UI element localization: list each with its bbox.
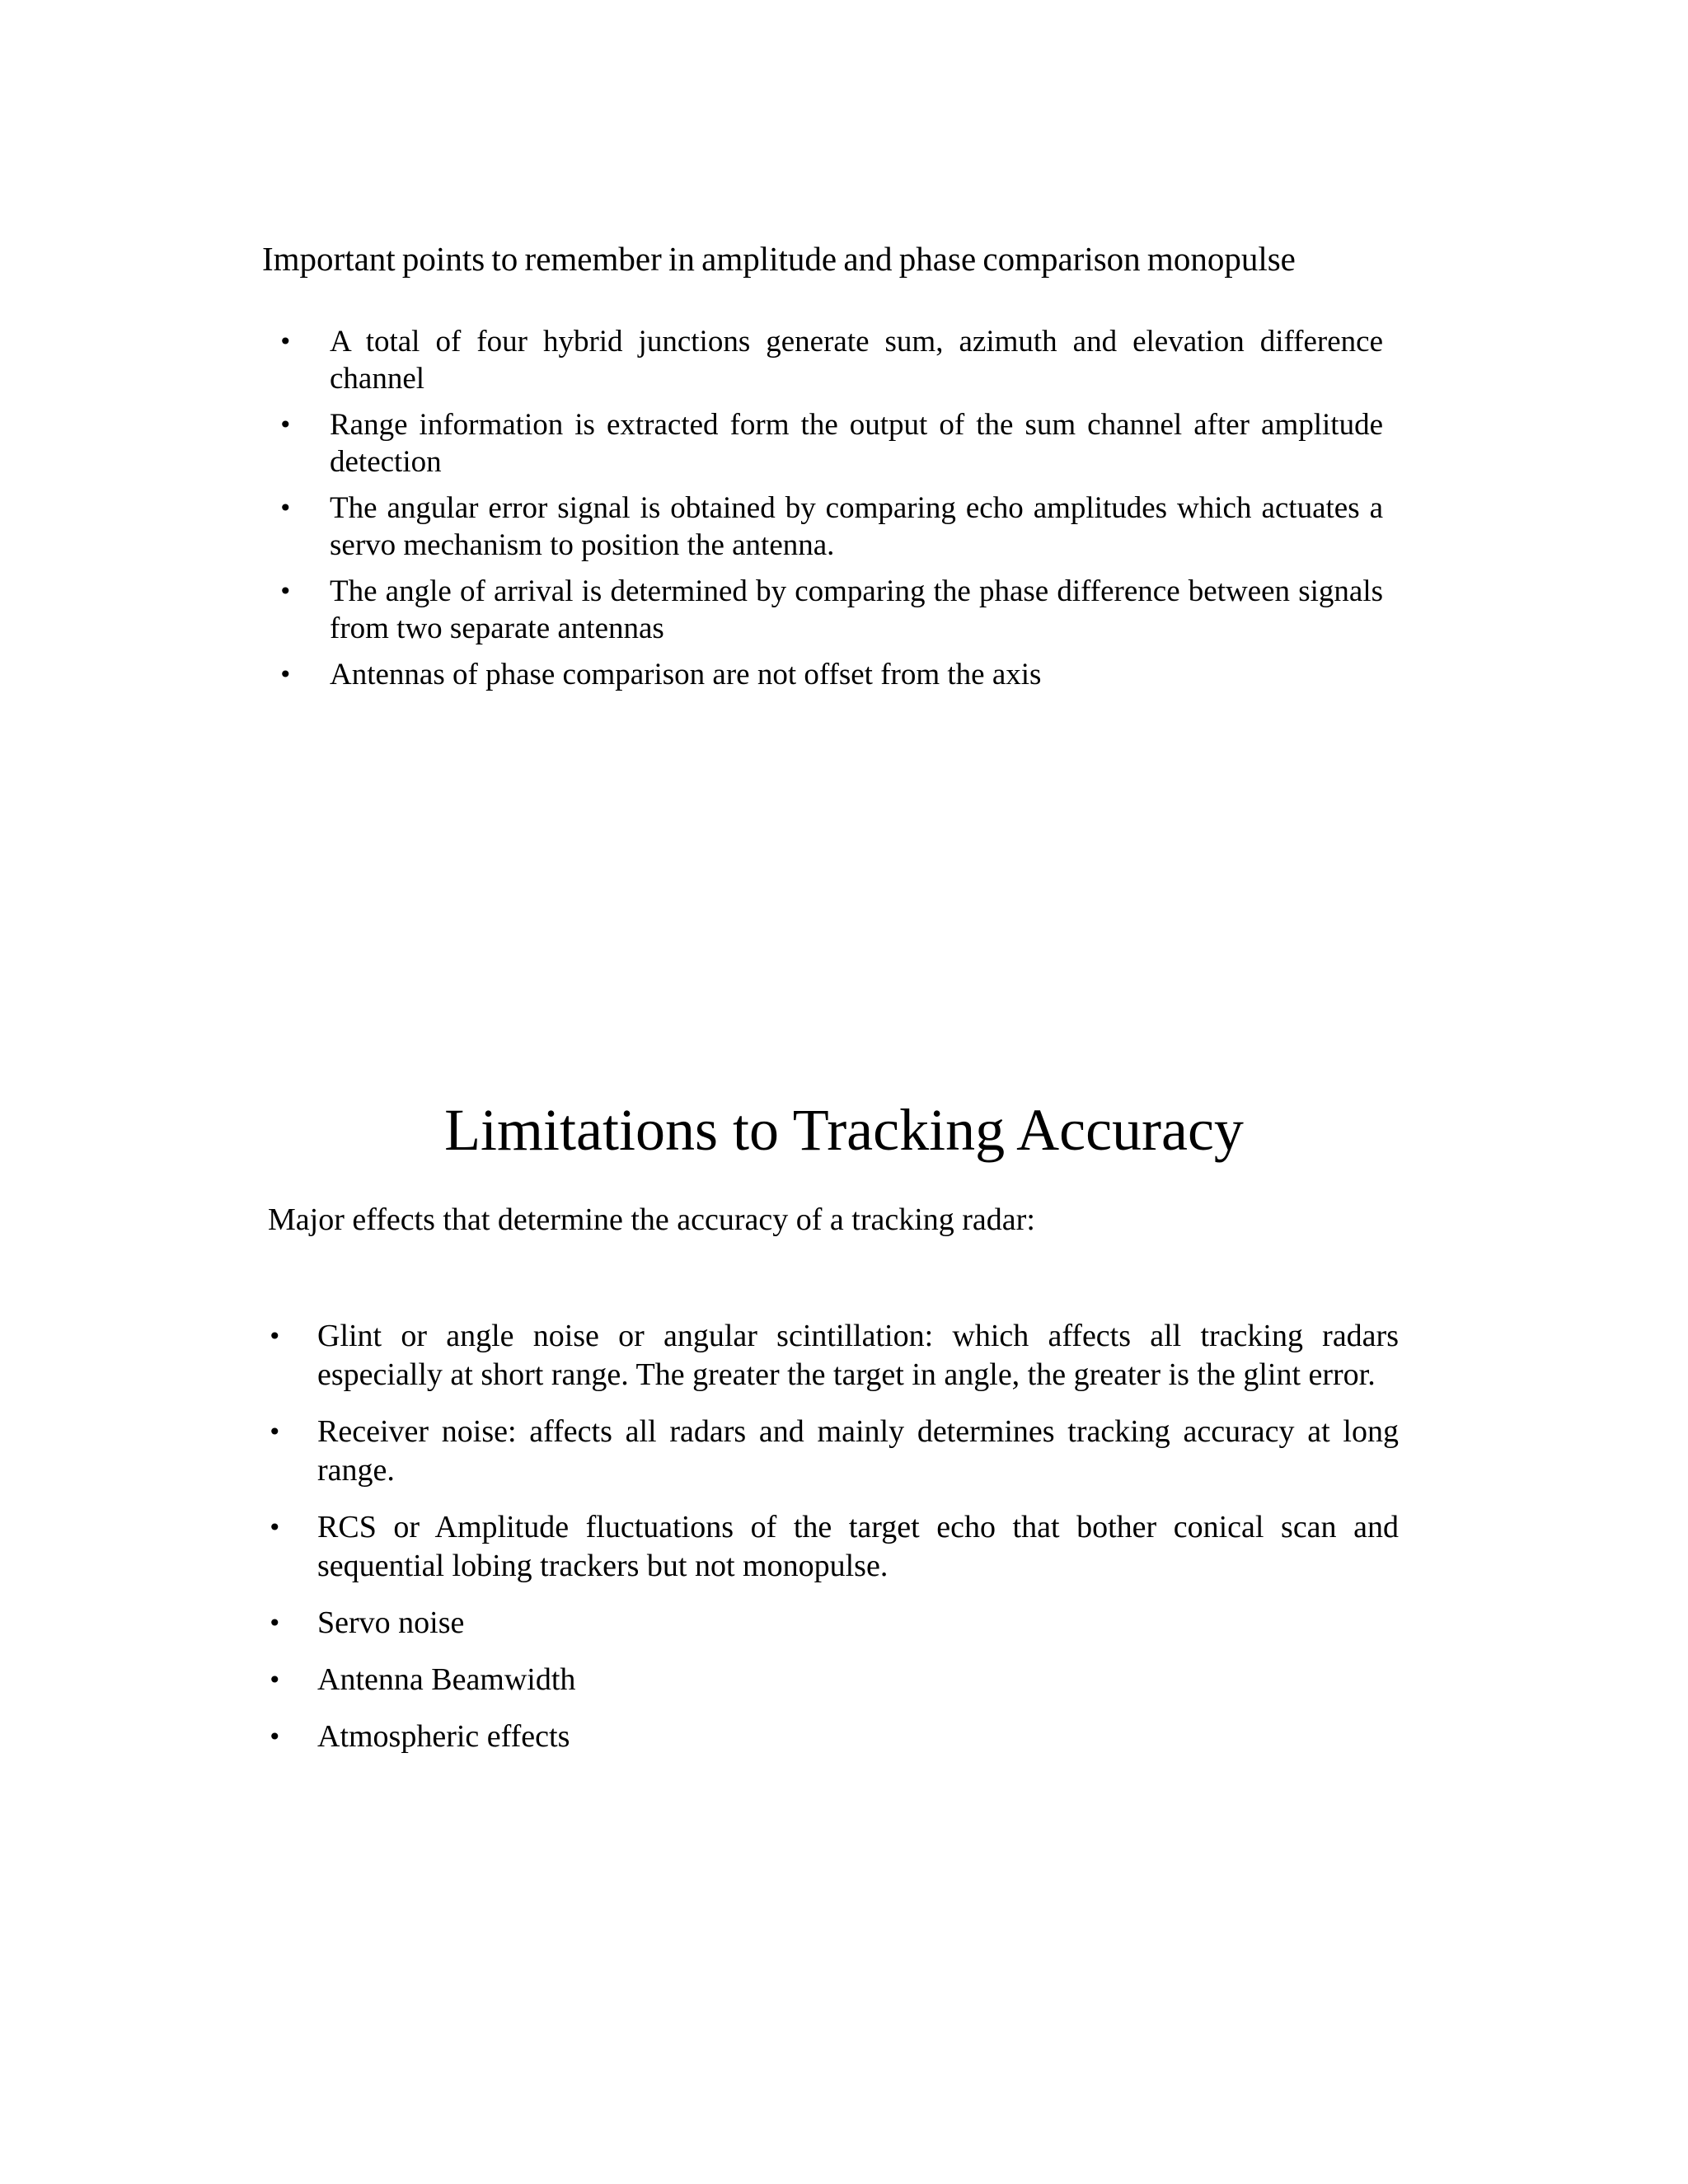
list-item: [268, 1317, 1399, 1394]
list-item: [279, 573, 1383, 647]
bullet-icon: •: [268, 1666, 282, 1694]
list-item-text: A total of four hybrid junctions generate sum, azimuth and elevation difference channel: [330, 325, 1383, 396]
list-item-text: Antennas of phase comparison are not offset from the axis: [330, 658, 1042, 691]
list-item: [268, 1661, 1399, 1699]
bullet-icon: •: [268, 1514, 282, 1541]
list-item-text: Servo noise: [317, 1605, 465, 1640]
list-item: [279, 656, 1383, 693]
list-item-text: The angular error signal is obtained by comparing echo amplitudes which actuates a servo mechanism to position the antenna.: [330, 491, 1383, 562]
bullet-icon: •: [268, 1723, 282, 1750]
list-item: [268, 1508, 1399, 1586]
tracking-accuracy-intro: Major effects that determine the accuracy of a tracking radar:: [268, 1202, 1035, 1237]
list-item-text: Atmospheric effects: [317, 1719, 570, 1754]
bullet-icon: •: [279, 411, 293, 438]
list-item: [268, 1413, 1399, 1490]
list-item: [279, 406, 1383, 480]
bullet-icon: •: [268, 1610, 282, 1637]
bullet-icon: •: [279, 578, 293, 605]
tracking-accuracy-title: Limitations to Tracking Accuracy: [444, 1097, 1244, 1163]
bullet-icon: •: [279, 494, 293, 522]
bullet-icon: •: [268, 1418, 282, 1446]
bullet-icon: •: [279, 661, 293, 688]
list-item-text: Receiver noise: affects all radars and mainly determines tracking accuracy at long range.: [317, 1414, 1399, 1488]
monopulse-points-list: [279, 323, 1383, 702]
list-item-text: Range information is extracted form the output of the sum channel after amplitude detection: [330, 408, 1383, 479]
monopulse-points-heading: Important points to remember in amplitude and phase comparison monopulse: [262, 240, 1296, 278]
bullet-icon: •: [268, 1323, 282, 1350]
list-item: [279, 323, 1383, 397]
list-item: [279, 490, 1383, 564]
tracking-effects-list: [268, 1317, 1399, 1774]
list-item-text: The angle of arrival is determined by comparing the phase difference between signals from two separate antennas: [330, 574, 1383, 645]
list-item: [268, 1718, 1399, 1756]
list-item-text: Glint or angle noise or angular scintillation: which affects all tracking radars especially at short range. The greater the target in angle, the greater is the glint error.: [317, 1319, 1399, 1392]
list-item: [268, 1604, 1399, 1643]
bullet-icon: •: [279, 328, 293, 355]
list-item-text: Antenna Beamwidth: [317, 1662, 576, 1697]
list-item-text: RCS or Amplitude fluctuations of the target echo that bother conical scan and sequential lobing trackers but not monopulse.: [317, 1510, 1399, 1583]
